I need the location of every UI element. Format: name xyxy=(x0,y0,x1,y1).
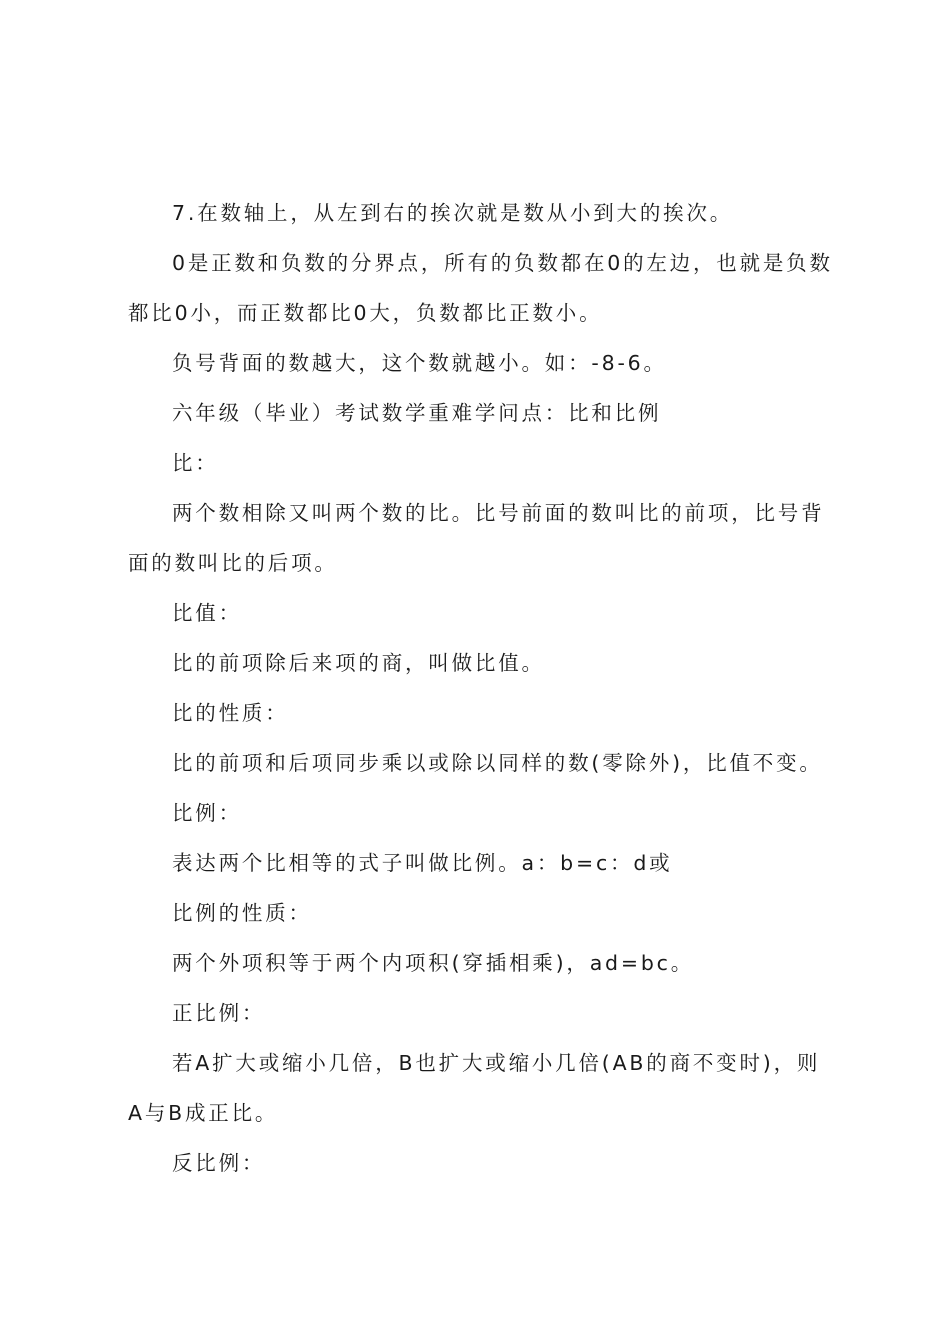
document-body xyxy=(128,188,834,1188)
paragraph-ratio-value-definition: 比的前项除后来项的商，叫做比值。 xyxy=(172,651,545,675)
paragraph-proportion-property: 两个外项积等于两个内项积(穿插相乘)，ad=bc。 xyxy=(172,951,695,975)
paragraph-ratio-definition: 两个数相除又叫两个数的比。比号前面的数叫比的前项，比号背面的数叫比的后项。 xyxy=(128,501,825,575)
paragraph-ratio-property: 比的前项和后项同步乘以或除以同样的数(零除外)，比值不变。 xyxy=(172,751,823,775)
term-direct-proportion: 正比例： xyxy=(172,1001,266,1025)
term-proportion: 比例： xyxy=(172,801,242,825)
term-proportion-property: 比例的性质： xyxy=(172,901,312,925)
term-inverse-proportion: 反比例： xyxy=(172,1151,266,1175)
paragraph-negative-sign: 负号背面的数越大，这个数就越小。如：-8-6。 xyxy=(172,351,667,375)
paragraph-direct-proportion: 若A扩大或缩小几倍，B也扩大或缩小几倍(AB的商不变时)，则A与B成正比。 xyxy=(128,1051,821,1125)
paragraph-proportion-definition: 表达两个比相等的式子叫做比例。a：b=c：d或 xyxy=(172,851,673,875)
paragraph-number-line-order: 7.在数轴上，从左到右的挨次就是数从小到大的挨次。 xyxy=(172,201,734,225)
term-ratio-property: 比的性质： xyxy=(172,701,289,725)
term-ratio: 比： xyxy=(172,451,219,475)
term-ratio-value: 比值： xyxy=(172,601,242,625)
section-heading-ratio-proportion: 六年级（毕业）考试数学重难学问点：比和比例 xyxy=(172,401,662,425)
paragraph-zero-boundary: 0是正数和负数的分界点，所有的负数都在0的左边，也就是负数都比0小，而正数都比0大，负数都比正数小。 xyxy=(128,251,833,325)
